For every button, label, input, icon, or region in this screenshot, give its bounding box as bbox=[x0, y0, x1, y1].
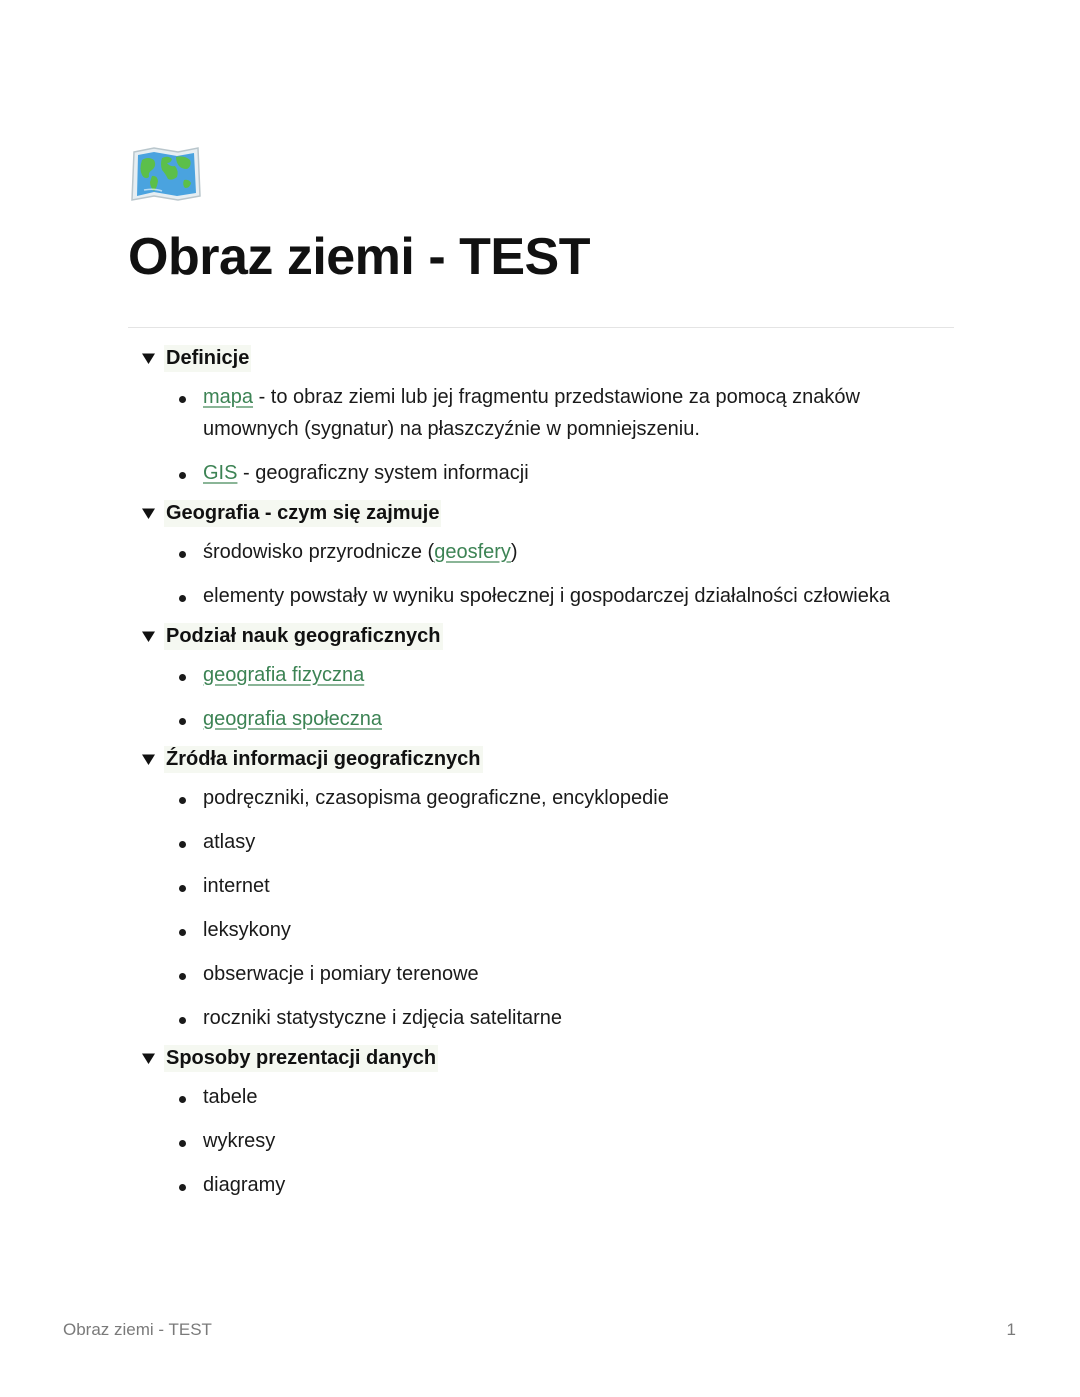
bullet-dot-icon bbox=[179, 595, 186, 602]
title-divider bbox=[128, 327, 954, 328]
item-link[interactable]: GIS bbox=[203, 462, 238, 484]
list-item bbox=[140, 574, 960, 618]
item-text: tabele bbox=[203, 1086, 258, 1108]
toggle-header[interactable] bbox=[140, 742, 960, 776]
toggle-header[interactable] bbox=[140, 496, 960, 530]
toggle-section bbox=[140, 742, 960, 1040]
bullet-dot-icon bbox=[179, 674, 186, 681]
toggle-section bbox=[140, 619, 960, 741]
list-item bbox=[140, 451, 960, 495]
list-item bbox=[140, 1075, 960, 1119]
item-text: internet bbox=[203, 875, 270, 897]
bullet-dot-icon bbox=[179, 472, 186, 479]
bullet-dot-icon bbox=[179, 551, 186, 558]
toggle-section bbox=[140, 496, 960, 618]
toggle-header[interactable] bbox=[140, 1041, 960, 1075]
item-text: obserwacje i pomiary terenowe bbox=[203, 963, 479, 985]
item-text: środowisko przyrodnicze ( bbox=[203, 541, 435, 563]
list-item bbox=[140, 1163, 960, 1207]
toggle-section bbox=[140, 1041, 960, 1207]
toggle-heading: Definicje bbox=[164, 345, 251, 372]
toggle-header[interactable] bbox=[140, 619, 960, 653]
bullet-list bbox=[140, 530, 960, 618]
list-item bbox=[140, 908, 960, 952]
bullet-dot-icon bbox=[179, 396, 186, 403]
bullet-list bbox=[140, 1075, 960, 1207]
toggle-heading: Geografia - czym się zajmuje bbox=[164, 500, 441, 527]
item-text: atlasy bbox=[203, 831, 256, 853]
bullet-dot-icon bbox=[179, 718, 186, 725]
bullet-list bbox=[140, 776, 960, 1040]
list-item bbox=[140, 1119, 960, 1163]
toggle-triangle-icon[interactable] bbox=[142, 507, 155, 520]
toggle-triangle-icon[interactable] bbox=[142, 753, 155, 766]
footer-page-number: 1 bbox=[1006, 1320, 1016, 1339]
toggle-heading: Sposoby prezentacji danych bbox=[164, 1045, 438, 1072]
item-link[interactable]: geosfery bbox=[434, 541, 511, 563]
list-item bbox=[140, 776, 960, 820]
toggle-section bbox=[140, 341, 960, 495]
list-item bbox=[140, 653, 960, 697]
bullet-dot-icon bbox=[179, 929, 186, 936]
list-item bbox=[140, 864, 960, 908]
item-text: elementy powstały w wyniku społecznej i gospodarczej działalności człowieka bbox=[203, 585, 890, 607]
bullet-dot-icon bbox=[179, 1184, 186, 1191]
item-text: roczniki statystyczne i zdjęcia satelitarne bbox=[203, 1007, 563, 1029]
bullet-dot-icon bbox=[179, 885, 186, 892]
item-text: leksykony bbox=[203, 919, 291, 941]
item-text: podręczniki, czasopisma geograficzne, encyklopedie bbox=[203, 787, 669, 809]
toggle-heading: Podział nauk geograficznych bbox=[164, 623, 443, 650]
list-item bbox=[140, 375, 960, 451]
item-text: - geograficzny system informacji bbox=[237, 462, 529, 484]
bullet-list bbox=[140, 653, 960, 741]
bullet-dot-icon bbox=[179, 1096, 186, 1103]
bullet-dot-icon bbox=[179, 973, 186, 980]
world-map-icon bbox=[130, 146, 202, 202]
toggle-triangle-icon[interactable] bbox=[142, 352, 155, 365]
item-text: ) bbox=[510, 541, 518, 563]
toggle-heading: Źródła informacji geograficznych bbox=[164, 746, 483, 773]
page-title: Obraz ziemi - TEST bbox=[128, 228, 590, 286]
bullet-dot-icon bbox=[179, 797, 186, 804]
item-text: - to obraz ziemi lub jej fragmentu przedstawione za pomocą znaków umownych (sygnatur) na płaszczyźnie w pomniejszeniu. bbox=[203, 386, 860, 440]
toggle-triangle-icon[interactable] bbox=[142, 630, 155, 643]
footer-title: Obraz ziemi - TEST bbox=[63, 1320, 212, 1339]
toggle-triangle-icon[interactable] bbox=[142, 1052, 155, 1065]
item-text: diagramy bbox=[203, 1174, 286, 1196]
list-item bbox=[140, 952, 960, 996]
list-item bbox=[140, 820, 960, 864]
bullet-list bbox=[140, 375, 960, 495]
page-content bbox=[140, 340, 960, 1207]
item-link[interactable]: geografia społeczna bbox=[203, 708, 383, 730]
item-link[interactable]: geografia fizyczna bbox=[203, 664, 365, 686]
toggle-header[interactable] bbox=[140, 341, 960, 375]
item-link[interactable]: mapa bbox=[203, 386, 254, 408]
bullet-dot-icon bbox=[179, 841, 186, 848]
bullet-dot-icon bbox=[179, 1140, 186, 1147]
bullet-dot-icon bbox=[179, 1017, 186, 1024]
list-item bbox=[140, 530, 960, 574]
item-text: wykresy bbox=[203, 1130, 276, 1152]
list-item bbox=[140, 996, 960, 1040]
list-item bbox=[140, 697, 960, 741]
